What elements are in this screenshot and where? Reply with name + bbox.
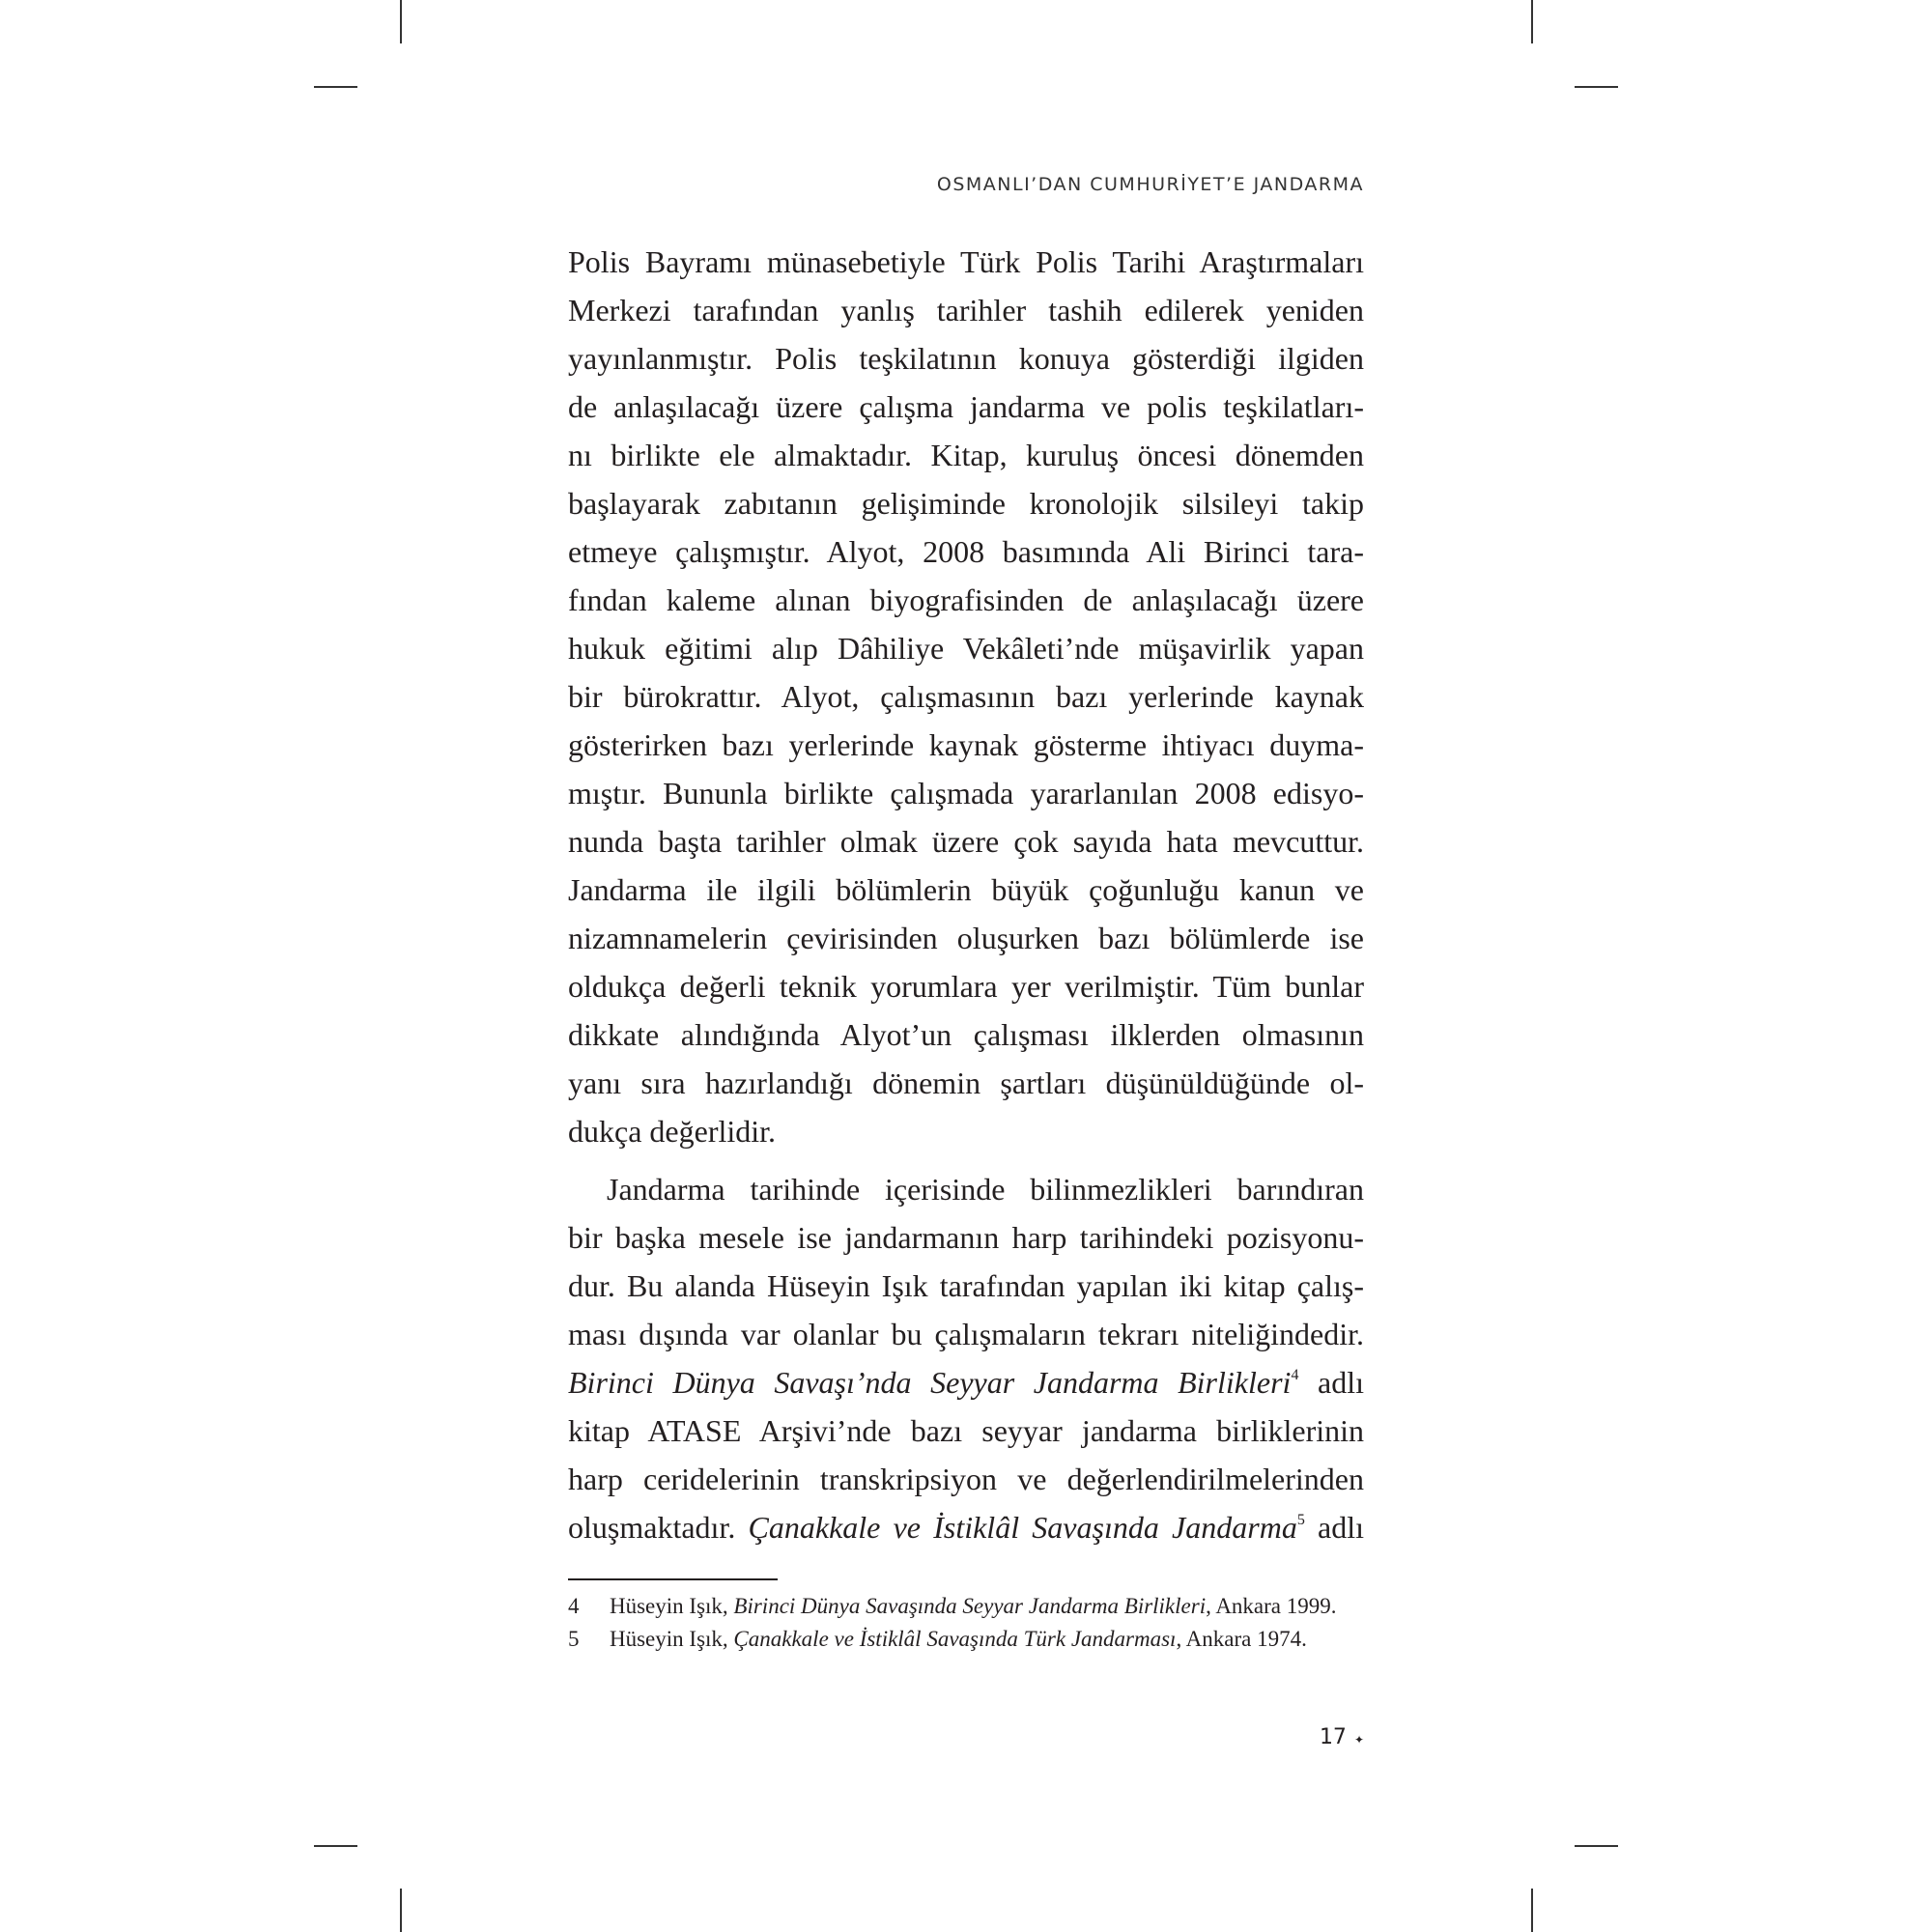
text-line — [568, 914, 1364, 962]
crop-mark — [400, 0, 402, 43]
text-run: ması dışında var olanlar bu çalışmaların tekrarı niteliğindedir. — [568, 1317, 1364, 1351]
text-line — [568, 527, 1364, 576]
text-line — [568, 479, 1364, 527]
text-run: de anlaşılacağı üzere çalışma jandarma ve polis teşkilatları- — [568, 389, 1364, 424]
text-run: Jandarma ile ilgili bölümlerin büyük çoğunluğu kanun ve — [568, 872, 1364, 907]
text-run: oluşmaktadır. — [568, 1510, 749, 1545]
text-line — [568, 672, 1364, 721]
text-line — [568, 1107, 1364, 1155]
text-line — [568, 576, 1364, 624]
running-head: OSMANLI’DAN CUMHURİYET’E JANDARMA — [936, 174, 1364, 195]
text-line — [568, 1406, 1364, 1455]
text-run: hukuk eğitimi alıp Dâhiliye Vekâleti’nde müşavirlik yapan — [568, 631, 1364, 666]
text-line — [568, 238, 1364, 286]
text-run: , Ankara 1999. — [1206, 1594, 1337, 1618]
text-run: etmeye çalışmıştır. Alyot, 2008 basımında Ali Birinci tara- — [568, 534, 1364, 569]
ornament-icon: ✦ — [1353, 1733, 1364, 1747]
footnote-ref: 5 — [1296, 1512, 1305, 1528]
text-line — [568, 1010, 1364, 1059]
text-run: oldukça değerli teknik yorumlara yer verilmiştir. Tüm bunlar — [568, 969, 1364, 1004]
text-run: dikkate alındığında Alyot’un çalışması ilklerden olmasının — [568, 1017, 1364, 1052]
text-run: Polis Bayramı münasebetiyle Türk Polis Tarihi Araştırmaları — [568, 244, 1364, 279]
footnote-number: 4 — [568, 1594, 580, 1618]
text-line — [568, 334, 1364, 383]
footnotes — [568, 1590, 1364, 1656]
crop-mark — [314, 1845, 357, 1847]
footnote-rule — [568, 1578, 778, 1580]
text-run: dukça değerlidir. — [568, 1114, 777, 1149]
text-line — [568, 721, 1364, 769]
text-line — [568, 286, 1364, 334]
text-run: nı birlikte ele almaktadır. Kitap, kuruluş öncesi dönemden — [568, 438, 1364, 472]
text-line — [568, 1165, 1364, 1213]
text-run: bir başka mesele ise jandarmanın harp tarihindeki pozisyonu- — [568, 1220, 1364, 1255]
crop-mark — [1575, 86, 1618, 88]
crop-mark — [1531, 1889, 1533, 1932]
text-run: gösterirken bazı yerlerinde kaynak gösterme ihtiyacı duyma- — [568, 727, 1364, 762]
text-run: adlı — [1304, 1510, 1365, 1545]
text-line — [568, 431, 1364, 479]
text-line — [568, 624, 1364, 672]
crop-mark — [1575, 1845, 1618, 1847]
footnote-text — [610, 1623, 1364, 1656]
text-run: Hüseyin Işık, — [610, 1594, 734, 1618]
text-run: bir bürokrattır. Alyot, çalışmasının bazı yerlerinde kaynak — [568, 679, 1364, 714]
text-line — [568, 1358, 1364, 1406]
footnote-ref: 4 — [1291, 1367, 1299, 1383]
text-run: mıştır. Bununla birlikte çalışmada yararlanılan 2008 edisyo- — [568, 776, 1364, 810]
text-run: , Ankara 1974. — [1176, 1627, 1307, 1651]
italic-title: Çanakkale ve İstiklâl Savaşında Jandarma — [748, 1510, 1297, 1545]
footnote — [568, 1590, 1364, 1623]
crop-mark — [1531, 0, 1533, 43]
text-run: Merkezi tarafından yanlış tarihler tashih edilerek yeniden — [568, 293, 1364, 327]
text-line — [568, 1059, 1364, 1107]
text-run: nunda başta tarihler olmak üzere çok sayıda hata mevcuttur. — [568, 824, 1364, 859]
text-line — [568, 1213, 1364, 1262]
text-run: yayınlanmıştır. Polis teşkilatının konuya gösterdiği ilgiden — [568, 341, 1364, 376]
italic-title: Birinci Dünya Savaşında Seyyar Jandarma Birlikleri — [733, 1594, 1207, 1618]
text-run: Hüseyin Işık, — [610, 1627, 734, 1651]
paragraph — [568, 1165, 1364, 1551]
text-run: başlayarak zabıtanın gelişiminde kronolojik silsileyi takip — [568, 486, 1364, 521]
text-run: nizamnamelerin çevirisinden oluşurken bazı bölümlerde ise — [568, 921, 1364, 955]
italic-title: Birinci Dünya Savaşı’nda Seyyar Jandarma Birlikleri — [568, 1365, 1292, 1400]
text-run: adlı — [1298, 1365, 1365, 1400]
text-run: harp ceridelerinin transkripsiyon ve değerlendirilmelerinden — [568, 1462, 1364, 1496]
footnote-text — [610, 1590, 1364, 1623]
crop-mark — [400, 1889, 402, 1932]
paragraph — [568, 238, 1364, 1155]
text-line — [568, 769, 1364, 817]
italic-title: Çanakkale ve İstiklâl Savaşında Türk Jandarması — [733, 1627, 1177, 1651]
text-line — [568, 962, 1364, 1010]
text-line — [568, 866, 1364, 914]
footnote-number: 5 — [568, 1627, 580, 1651]
text-line — [568, 1503, 1364, 1551]
body-text — [568, 238, 1364, 1551]
footnote — [568, 1623, 1364, 1656]
text-run: Jandarma tarihinde içerisinde bilinmezlikleri barındıran — [607, 1172, 1364, 1207]
page-number — [1320, 1725, 1364, 1749]
page-number-text: 17 — [1319, 1725, 1347, 1749]
text-run: dur. Bu alanda Hüseyin Işık tarafından yapılan iki kitap çalış- — [568, 1268, 1364, 1303]
text-run: fından kaleme alınan biyografisinden de anlaşılacağı üzere — [568, 582, 1364, 617]
text-run: kitap ATASE Arşivi’nde bazı seyyar jandarma birliklerinin — [568, 1413, 1364, 1448]
text-line — [568, 1455, 1364, 1503]
text-line — [568, 1262, 1364, 1310]
crop-mark — [314, 86, 357, 88]
text-line — [568, 817, 1364, 866]
text-run: yanı sıra hazırlandığı dönemin şartları düşünüldüğünde ol- — [568, 1065, 1364, 1100]
text-line — [568, 383, 1364, 431]
text-line — [568, 1310, 1364, 1358]
